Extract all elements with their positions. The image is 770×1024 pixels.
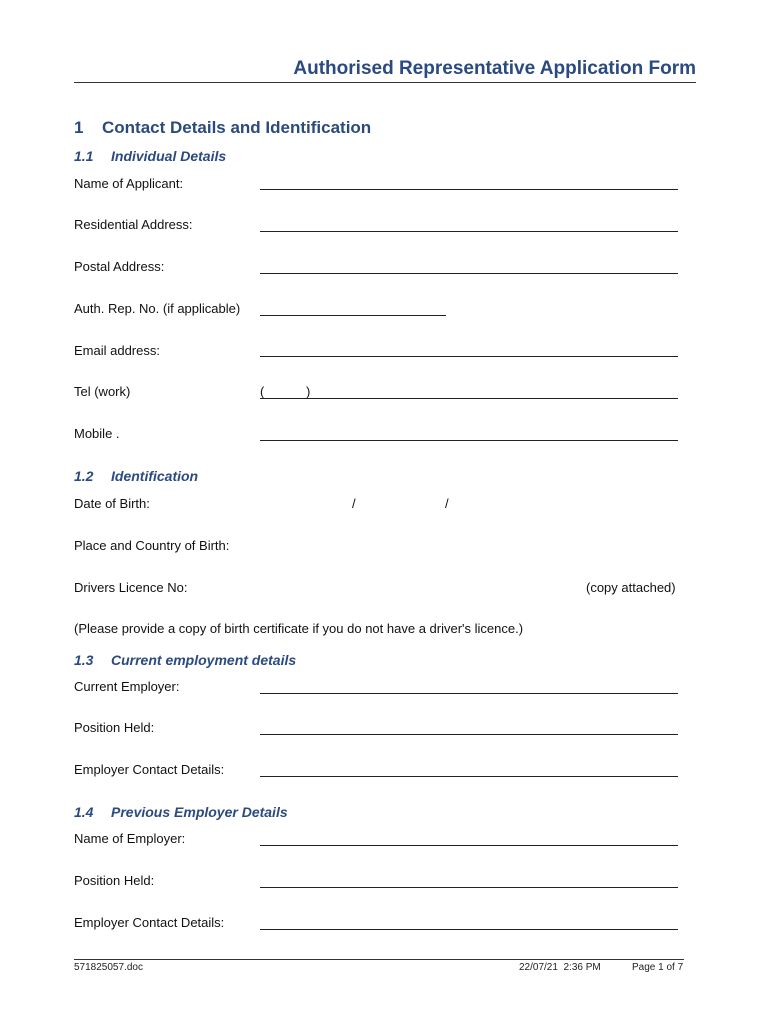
field-position-held[interactable]: [260, 734, 678, 735]
birth-certificate-note: (Please provide a copy of birth certificate if you do not have a driver's licence.): [74, 621, 524, 636]
tel-area-open-paren: (: [260, 384, 265, 399]
field-name-of-applicant[interactable]: [260, 189, 678, 190]
label-name-of-applicant: Name of Applicant:: [74, 176, 184, 191]
subsection-number: 1.4: [74, 804, 94, 820]
subsection-title: Current employment details: [111, 652, 297, 668]
field-previous-employer-contact[interactable]: [260, 929, 678, 930]
subsection-title: Identification: [111, 468, 199, 484]
field-tel-work[interactable]: [260, 398, 678, 399]
label-auth-rep-no: Auth. Rep. No. (if applicable): [74, 301, 241, 316]
footer-datetime: 22/07/21 2:36 PM: [519, 962, 601, 973]
field-current-employer[interactable]: [260, 693, 678, 694]
section-title: Contact Details and Identification: [102, 118, 372, 137]
subsection-number: 1.1: [74, 148, 94, 164]
tel-area-close-paren: ): [306, 384, 311, 399]
label-current-employer: Current Employer:: [74, 679, 180, 694]
section-number: 1: [74, 118, 84, 137]
subsection-1-4-heading: [74, 804, 288, 820]
field-employer-contact[interactable]: [260, 776, 678, 777]
label-date-of-birth: Date of Birth:: [74, 496, 150, 511]
subsection-title: Previous Employer Details: [111, 804, 288, 820]
document-title: Authorised Representative Application Form: [293, 58, 696, 79]
subsection-title: Individual Details: [111, 148, 227, 164]
footer-page-number: Page 1 of 7: [632, 962, 684, 973]
subsection-1-2-heading: [74, 468, 198, 484]
field-auth-rep-no[interactable]: [260, 315, 446, 316]
footer-divider: [74, 959, 684, 960]
subsection-number: 1.3: [74, 652, 94, 668]
footer-filename: 571825057.doc: [74, 962, 143, 973]
field-email-address[interactable]: [260, 356, 678, 357]
label-previous-position-held: Position Held:: [74, 873, 155, 888]
subsection-1-1-heading: [74, 148, 226, 164]
dob-separator: /: [352, 496, 356, 511]
label-position-held: Position Held:: [74, 720, 155, 735]
label-postal-address: Postal Address:: [74, 259, 165, 274]
subsection-1-3-heading: [74, 652, 296, 668]
label-employer-contact: Employer Contact Details:: [74, 762, 225, 777]
label-tel-work: Tel (work): [74, 384, 131, 399]
subsection-number: 1.2: [74, 468, 94, 484]
dob-separator: /: [445, 496, 449, 511]
label-residential-address: Residential Address:: [74, 217, 193, 232]
label-mobile: Mobile .: [74, 426, 120, 441]
label-email-address: Email address:: [74, 343, 160, 358]
label-place-country-birth: Place and Country of Birth:: [74, 538, 230, 553]
label-name-of-employer: Name of Employer:: [74, 831, 186, 846]
copy-attached-note: (copy attached): [586, 580, 676, 595]
label-previous-employer-contact: Employer Contact Details:: [74, 915, 225, 930]
title-underline: [74, 82, 696, 83]
field-residential-address[interactable]: [260, 231, 678, 232]
section-1-heading: [74, 118, 371, 138]
field-postal-address[interactable]: [260, 273, 678, 274]
label-drivers-licence: Drivers Licence No:: [74, 580, 188, 595]
field-name-of-employer[interactable]: [260, 845, 678, 846]
field-mobile[interactable]: [260, 440, 678, 441]
field-previous-position-held[interactable]: [260, 887, 678, 888]
